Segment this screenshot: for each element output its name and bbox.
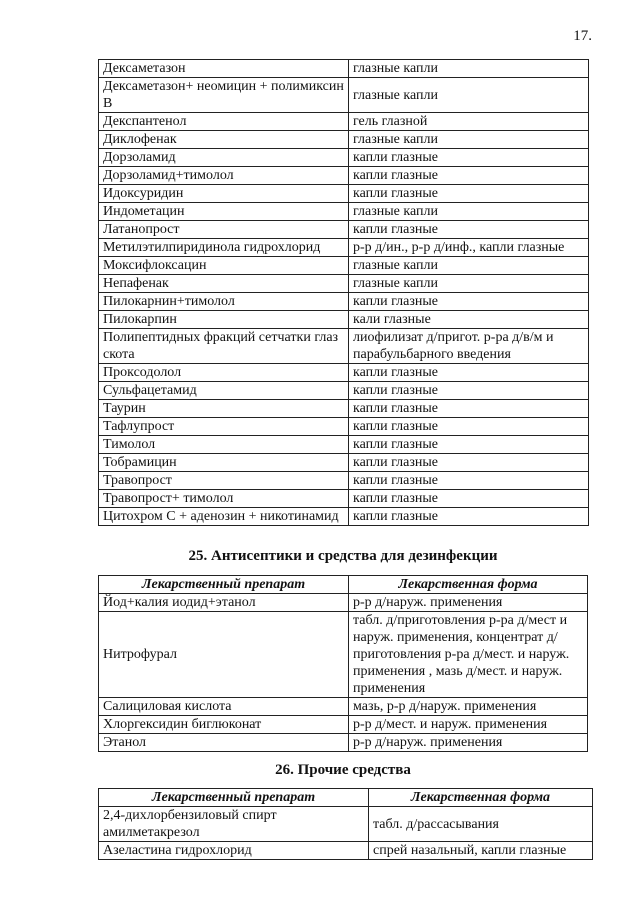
drug-form-cell: глазные капли [349, 78, 589, 113]
table-row [99, 167, 589, 185]
table-row [99, 842, 593, 860]
drug-form-cell: глазные капли [349, 131, 589, 149]
table-row [99, 329, 589, 364]
drug-name-cell: Пилокарнин+тимолол [99, 293, 349, 311]
drug-name-cell: Тобрамицин [99, 454, 349, 472]
drug-form-cell: табл. д/приготовления р-ра д/мест и наруж. применения, концентрат д/приготовления р-ра д/мест. и наруж. применения , мазь д/мест. и наруж. применения [349, 612, 588, 698]
drug-form-cell: капли глазные [349, 436, 589, 454]
drug-name-cell: Дорзоламид+тимолол [99, 167, 349, 185]
table-row [99, 400, 589, 418]
table-row [99, 698, 588, 716]
table-row [99, 78, 589, 113]
table-row [99, 490, 589, 508]
drug-form-cell: глазные капли [349, 275, 589, 293]
drug-form-cell: капли глазные [349, 472, 589, 490]
drug-name-cell: Идоксуридин [99, 185, 349, 203]
drug-name-cell: Сульфацетамид [99, 382, 349, 400]
table-row [99, 418, 589, 436]
drug-name-cell: Нитрофурал [99, 612, 349, 698]
drug-form-cell: р-р д/ин., р-р д/инф., капли глазные [349, 239, 589, 257]
table-row [99, 454, 589, 472]
table-row [99, 239, 589, 257]
drug-form-cell: капли глазные [349, 185, 589, 203]
drug-name-cell: Диклофенак [99, 131, 349, 149]
antiseptics-table [98, 575, 588, 752]
drug-name-cell: Моксифлоксацин [99, 257, 349, 275]
eye-drugs-table [98, 59, 589, 526]
drug-form-cell: глазные капли [349, 203, 589, 221]
table-row [99, 203, 589, 221]
table-row [99, 275, 589, 293]
drug-name-cell: Дексаметазон+ неомицин + полимиксин В [99, 78, 349, 113]
drug-form-cell: р-р д/мест. и наруж. применения [349, 716, 588, 734]
table-row [99, 364, 589, 382]
table-row [99, 311, 589, 329]
drug-name-cell: Тафлупрост [99, 418, 349, 436]
table-row [99, 734, 588, 752]
column-header-drug: Лекарственный препарат [99, 789, 369, 807]
drug-form-cell: мазь, р-р д/наруж. применения [349, 698, 588, 716]
section-title-antiseptics: 25. Антисептики и средства для дезинфекции [188, 548, 498, 564]
drug-form-cell: капли глазные [349, 149, 589, 167]
drug-form-cell: р-р д/наруж. применения [349, 594, 588, 612]
drug-form-cell: лиофилизат д/пригот. р-ра д/в/м и парабульбарного введения [349, 329, 589, 364]
drug-name-cell: Травопрост+ тимолол [99, 490, 349, 508]
drug-form-cell: капли глазные [349, 382, 589, 400]
drug-name-cell: Азеластина гидрохлорид [99, 842, 369, 860]
column-header-drug: Лекарственный препарат [99, 576, 349, 594]
drug-form-cell: капли глазные [349, 400, 589, 418]
drug-form-cell: капли глазные [349, 364, 589, 382]
table-row [99, 113, 589, 131]
drug-form-cell: капли глазные [349, 167, 589, 185]
table-header-row [99, 576, 588, 594]
drug-name-cell: Йод+калия иодид+этанол [99, 594, 349, 612]
drug-form-cell: капли глазные [349, 490, 589, 508]
table-row [99, 382, 589, 400]
table-row [99, 60, 589, 78]
table-row [99, 131, 589, 149]
page-number: 17. [573, 28, 592, 44]
drug-name-cell: Таурин [99, 400, 349, 418]
drug-name-cell: Проксодолол [99, 364, 349, 382]
drug-form-cell: р-р д/наруж. применения [349, 734, 588, 752]
section-title-other: 26. Прочие средства [275, 762, 411, 778]
drug-form-cell: капли глазные [349, 418, 589, 436]
drug-form-cell: глазные капли [349, 257, 589, 275]
table-row [99, 612, 588, 698]
drug-form-cell: капли глазные [349, 221, 589, 239]
drug-name-cell: Этанол [99, 734, 349, 752]
drug-form-cell: табл. д/рассасывания [369, 807, 593, 842]
drug-form-cell: спрей назальный, капли глазные [369, 842, 593, 860]
drug-form-cell: капли глазные [349, 508, 589, 526]
drug-name-cell: Хлоргексидин биглюконат [99, 716, 349, 734]
drug-name-cell: Тимолол [99, 436, 349, 454]
drug-name-cell: Цитохром С + аденозин + никотинамид [99, 508, 349, 526]
drug-name-cell: Дексаметазон [99, 60, 349, 78]
table-row [99, 185, 589, 203]
drug-form-cell: глазные капли [349, 60, 589, 78]
drug-name-cell: Индометацин [99, 203, 349, 221]
table-row [99, 149, 589, 167]
table-row [99, 716, 588, 734]
table-row [99, 293, 589, 311]
table-row [99, 508, 589, 526]
table-row [99, 472, 589, 490]
drug-name-cell: Салициловая кислота [99, 698, 349, 716]
table-header-row [99, 789, 593, 807]
drug-name-cell: Декспантенол [99, 113, 349, 131]
drug-form-cell: капли глазные [349, 293, 589, 311]
drug-name-cell: Полипептидных фракций сетчатки глаз скота [99, 329, 349, 364]
table-row [99, 221, 589, 239]
other-drugs-table [98, 788, 593, 860]
table-row [99, 436, 589, 454]
drug-form-cell: капли глазные [349, 454, 589, 472]
drug-name-cell: Травопрост [99, 472, 349, 490]
drug-name-cell: Метилэтилпиридинола гидрохлорид [99, 239, 349, 257]
drug-form-cell: кали глазные [349, 311, 589, 329]
drug-name-cell: Непафенак [99, 275, 349, 293]
table-row [99, 594, 588, 612]
drug-name-cell: Дорзоламид [99, 149, 349, 167]
drug-name-cell: Латанопрост [99, 221, 349, 239]
drug-name-cell: 2,4-дихлорбензиловый спирт амилметакрезол [99, 807, 369, 842]
drug-form-cell: гель глазной [349, 113, 589, 131]
column-header-form: Лекарственная форма [369, 789, 593, 807]
table-row [99, 807, 593, 842]
table-row [99, 257, 589, 275]
drug-name-cell: Пилокарпин [99, 311, 349, 329]
column-header-form: Лекарственная форма [349, 576, 588, 594]
